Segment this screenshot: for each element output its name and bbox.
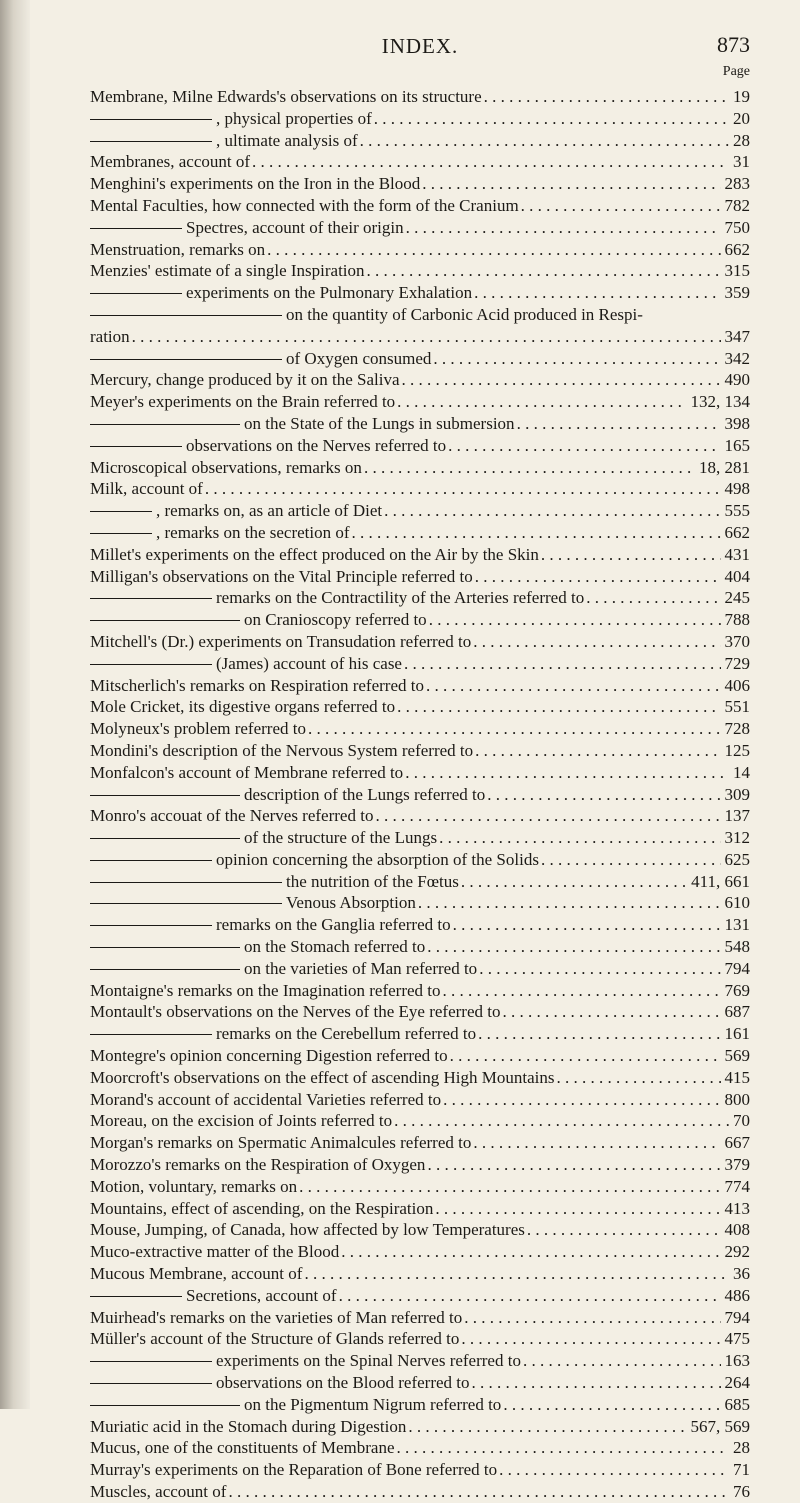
entry-page-number: 729 [724,653,750,673]
leader-dots [362,457,695,479]
entry-text: Menzies' estimate of a single Inspiration [90,261,365,281]
leader-dots [424,675,721,697]
ditto-rule [90,315,282,316]
entry-text: Murray's experiments on the Reparation of Bone referred to [90,1460,498,1480]
index-entry [90,631,750,653]
entry-page-number: 548 [724,937,750,957]
leader-dots [392,1110,729,1132]
entry-page-number: 782 [724,195,750,215]
entry-text: experiments on the Pulmonary Exhalation [186,283,473,303]
index-entry [90,849,750,871]
entry-text: Mitchell's (Dr.) experiments on Transudation referred to [90,631,472,651]
index-entry [90,892,750,914]
entry-text: Mitscherlich's remarks on Respiration referred to [90,675,424,695]
entry-text: Mole Cricket, its digestive organs referred to [90,697,396,717]
entry-page-number: 685 [724,1394,750,1414]
entry-text: Meyer's experiments on the Brain referred to [90,392,396,412]
entry-page-number: 309 [724,784,750,804]
index-entry [90,1459,750,1481]
leader-dots [403,762,729,784]
entry-text: Morozzo's remarks on the Respiration of Oxygen [90,1155,426,1175]
entry-text: Mental Faculties, how connected with the form of the Cranium [90,195,519,215]
entry-text: Milk, account of [90,479,203,499]
index-entry [90,1089,750,1111]
entry-text: Monro's accouat of the Nerves referred to [90,806,374,826]
entry-page-number: 18, 281 [699,457,750,477]
ditto-rule [90,1034,212,1035]
index-entry [90,217,750,239]
leader-dots [515,413,721,435]
ditto-rule [90,446,182,447]
leader-dots [501,1394,720,1416]
leader-dots [446,435,720,457]
index-entry [90,936,750,958]
leader-dots [226,1481,729,1503]
entry-page-number: 31 [733,152,750,172]
ditto-rule [90,903,282,904]
index-entry [90,980,750,1002]
entry-page-number: 292 [724,1242,750,1262]
entry-page-number: 667 [724,1133,750,1153]
index-entry [90,1154,750,1176]
entry-page-number: 370 [724,631,750,651]
index-entry [90,587,750,609]
entry-page-number: 610 [724,893,750,913]
entry-page-number: 379 [724,1155,750,1175]
index-entry [90,1023,750,1045]
entry-page-number: 498 [724,479,750,499]
index-entry [90,784,750,806]
entry-text: Motion, voluntary, remarks on [90,1176,298,1196]
entry-page-number: 404 [724,566,750,586]
entry-page-number: 490 [724,370,750,390]
ditto-rule [90,969,240,970]
entry-text: Morgan's remarks on Spermatic Animalcules referred to [90,1133,472,1153]
ditto-rule [90,141,212,142]
index-entry [90,1110,750,1132]
index-entry [90,805,750,827]
index-entry [90,348,750,370]
entry-text: Montault's observations on the Nerves of the Eye referred to [90,1002,501,1022]
leader-dots [519,195,721,217]
leader-dots [459,1328,720,1350]
leader-dots [402,653,721,675]
ditto-rule [90,424,240,425]
entry-text: Mouse, Jumping, of Canada, how affected by low Temperatures [90,1220,525,1240]
index-entry [90,740,750,762]
index-entry [90,871,750,893]
leader-dots [373,805,720,827]
index-entry [90,1176,750,1198]
ditto-rule [90,664,212,665]
leader-dots [472,282,720,304]
entry-page-number: 406 [724,675,750,695]
index-entry [90,1241,750,1263]
index-entry [90,239,750,261]
ditto-rule [90,838,240,839]
entry-page-number: 408 [724,1220,750,1240]
leader-dots [437,827,720,849]
leader-dots [525,1219,721,1241]
leader-dots [365,260,721,282]
entry-page-number: 71 [733,1460,750,1480]
entry-text: ration [90,326,130,346]
leader-dots [306,718,721,740]
ditto-rule [90,1361,212,1362]
entry-text: , remarks on, as an article of Diet [156,501,383,521]
leader-dots [584,587,720,609]
index-entry [90,413,750,435]
entry-page-number: 76 [733,1482,750,1501]
index-entry [90,151,750,173]
running-head: INDEX. [381,34,459,58]
leader-dots [554,1067,720,1089]
ditto-rule [90,598,212,599]
entry-page-number: 342 [724,348,750,368]
index-entry [90,1437,750,1459]
leader-dots [521,1350,721,1372]
leader-dots [427,609,721,631]
entry-text: Menstruation, remarks on [90,239,266,259]
leader-dots [372,108,729,130]
leader-dots [416,892,721,914]
leader-dots [404,217,721,239]
entry-text: Muirhead's remarks on the varieties of Man referred to [90,1307,463,1327]
entry-page-number: 19 [733,87,750,106]
entry-text: remarks on the Contractility of the Arteries referred to [216,588,585,608]
entry-page-number: 788 [724,610,750,630]
entry-text: Muco-extractive matter of the Blood [90,1242,340,1262]
entry-text: remarks on the Ganglia referred to [216,915,451,935]
entry-text: , ultimate analysis of [216,130,358,150]
ditto-rule [90,293,182,294]
entry-page-number: 750 [724,217,750,237]
leader-dots [473,740,720,762]
leader-dots [482,86,729,108]
entry-page-number: 161 [724,1024,750,1044]
entry-text: Moreau, on the excision of Joints referred to [90,1111,393,1131]
index-entry [90,369,750,391]
index-entry [90,326,750,348]
entry-text: Venous Absorption [286,893,416,913]
index-entry [90,435,750,457]
entry-page-number: 475 [724,1329,750,1349]
leader-dots [500,1001,720,1023]
entry-page-number: 662 [724,239,750,259]
entry-text: Monfalcon's account of Membrane referred to [90,762,404,782]
entry-text: Morand's account of accidental Varieties referred to [90,1089,442,1109]
page-gutter-shadow [0,0,30,1409]
ditto-rule [90,533,152,534]
ditto-rule [90,795,240,796]
entry-text: the nutrition of the Fœtus [286,871,459,891]
entry-page-number: 794 [724,958,750,978]
index-entry [90,478,750,500]
index-entry [90,130,750,152]
index-entry [90,1132,750,1154]
entry-text: on the Stomach referred to [244,937,426,957]
index-entry [90,1307,750,1329]
entry-text: description of the Lungs referred to [244,784,486,804]
page-header [90,0,750,88]
leader-dots [203,478,721,500]
entry-text: Microscopical observations, remarks on [90,457,362,477]
entry-page-number: 14 [733,762,750,782]
leader-dots [395,696,720,718]
entry-page-number: 774 [724,1176,750,1196]
leader-dots [485,784,720,806]
entry-text: Mucous Membrane, account of [90,1264,303,1284]
leader-dots [400,369,721,391]
entry-text: Menghini's experiments on the Iron in the Blood [90,174,421,194]
entry-page-number: 70 [733,1111,750,1131]
leader-dots [459,871,687,893]
entry-text: on Cranioscopy referred to [244,610,427,630]
leader-dots [433,1198,720,1220]
entry-text: Membrane, Milne Edwards's observations on its structure [90,87,482,106]
index-entry [90,1198,750,1220]
entry-text: Muscles, account of [90,1482,227,1501]
leader-dots [350,522,721,544]
leader-dots [471,631,720,653]
entry-page-number: 625 [724,849,750,869]
ditto-rule [90,860,212,861]
ditto-rule [90,925,212,926]
index-page [90,0,750,1501]
index-entry [90,1394,750,1416]
leader-dots [337,1285,721,1307]
index-entry [90,86,750,108]
entry-text: , remarks on the secretion of [156,522,350,542]
entry-text: observations on the Blood referred to [216,1373,470,1393]
entry-text: Milligan's observations on the Vital Principle referred to [90,566,473,586]
leader-dots [250,151,729,173]
leader-dots [441,1089,720,1111]
index-entry [90,1285,750,1307]
ditto-rule [90,119,212,120]
leader-dots [473,566,721,588]
entry-text: on the Pigmentum Nigrum referred to [244,1394,502,1414]
entry-page-number: 687 [724,1002,750,1022]
entry-page-number: 413 [724,1198,750,1218]
leader-dots [395,1437,729,1459]
index-entry [90,827,750,849]
entry-text: , physical properties of [216,108,372,128]
entry-page-number: 728 [724,719,750,739]
ditto-rule [90,511,152,512]
index-entry [90,718,750,740]
index-entry [90,260,750,282]
entry-text: Membranes, account of [90,152,251,172]
entry-text: Secretions, account of [186,1285,337,1305]
entry-text: Mondini's description of the Nervous System referred to [90,740,474,760]
entry-page-number: 359 [724,283,750,303]
leader-dots [339,1241,720,1263]
entry-page-number: 245 [724,588,750,608]
ditto-rule [90,1383,212,1384]
index-entry [90,282,750,304]
ditto-rule [90,359,282,360]
index-entry [90,195,750,217]
leader-dots [265,239,720,261]
entry-page-number: 398 [724,413,750,433]
entry-page-number: 36 [733,1264,750,1284]
leader-dots [539,544,721,566]
index-entry [90,173,750,195]
entry-page-number: 800 [724,1089,750,1109]
index-entry [90,653,750,675]
entry-page-number: 28 [733,1438,750,1458]
entry-page-number: 486 [724,1285,750,1305]
page-number: 873 [717,32,750,57]
leader-dots [297,1176,720,1198]
index-entry [90,522,750,544]
entry-page-number: 165 [724,435,750,455]
entry-page-number: 163 [724,1351,750,1371]
entry-text: Mucus, one of the constituents of Membrane [90,1438,395,1458]
index-entry [90,500,750,522]
leader-dots [425,936,720,958]
ditto-rule [90,228,182,229]
index-entry [90,1045,750,1067]
leader-dots [462,1307,720,1329]
index-entry [90,1350,750,1372]
index-entry [90,675,750,697]
leader-dots [451,914,721,936]
entry-text: Molyneux's problem referred to [90,719,306,739]
ditto-rule [90,1405,240,1406]
index-entry [90,457,750,479]
leader-dots [470,1372,721,1394]
entry-page-number: 264 [724,1373,750,1393]
entry-page-number: 411, 661 [691,871,750,891]
index-entry [90,762,750,784]
index-entry [90,108,750,130]
index-entry [90,958,750,980]
index-entry [90,304,750,326]
leader-dots [477,958,720,980]
entry-text: experiments on the Spinal Nerves referred to [216,1351,521,1371]
entry-text: Montegre's opinion concerning Digestion referred to [90,1046,448,1066]
entry-text: observations on the Nerves referred to [186,435,447,455]
index-entry [90,1481,750,1503]
leader-dots [497,1459,729,1481]
entry-page-number: 283 [724,174,750,194]
leader-dots [130,326,721,348]
leader-dots [406,1416,686,1438]
entry-text: Montaigne's remarks on the Imagination referred to [90,980,441,1000]
entry-text: of Oxygen consumed [286,348,432,368]
leader-dots [431,348,720,370]
index-entry [90,544,750,566]
leader-dots [448,1045,721,1067]
entry-page-number: 555 [724,501,750,521]
entry-page-number: 137 [724,806,750,826]
entry-page-number: 569 [724,1046,750,1066]
ditto-rule [90,882,282,883]
entry-text: Mercury, change produced by it on the Saliva [90,370,400,390]
entry-text: remarks on the Cerebellum referred to [216,1024,477,1044]
entry-text: Müller's account of the Structure of Glands referred to [90,1329,460,1349]
entry-page-number: 415 [724,1067,750,1087]
entry-page-number: 551 [724,697,750,717]
entry-text: Spectres, account of their origin [186,217,404,237]
ditto-rule [90,620,240,621]
entry-text: opinion concerning the absorption of the Solids [216,849,539,869]
entry-page-number: 347 [724,326,750,346]
index-entry [90,609,750,631]
entry-page-number: 315 [724,261,750,281]
entry-page-number: 28 [733,130,750,150]
leader-dots [420,173,720,195]
index-entry [90,1263,750,1285]
leader-dots [471,1132,720,1154]
index-entry [90,1416,750,1438]
entry-text: Millet's experiments on the effect produced on the Air by the Skin [90,544,539,564]
entry-page-number: 662 [724,522,750,542]
index-entry [90,914,750,936]
entry-page-number: 131 [724,915,750,935]
entry-text: (James) account of his case [216,653,402,673]
ditto-rule [90,1296,182,1297]
index-entry [90,1001,750,1023]
leader-dots [476,1023,720,1045]
entry-text: of the structure of the Lungs [244,828,438,848]
page-column-label: Page [722,64,750,79]
ditto-rule [90,947,240,948]
entry-page-number: 431 [724,544,750,564]
entry-text: on the varieties of Man referred to [244,958,478,978]
index-entry [90,1328,750,1350]
entry-page-number: 769 [724,980,750,1000]
entry-text: Mountains, effect of ascending, on the Respiration [90,1198,434,1218]
index-entry [90,696,750,718]
entry-text: Muriatic acid in the Stomach during Digestion [90,1416,407,1436]
index-entry [90,1219,750,1241]
leader-dots [425,1154,720,1176]
index-entry [90,566,750,588]
entry-text: on the State of the Lungs in submersion [244,413,515,433]
leader-dots [382,500,720,522]
index-entry [90,1372,750,1394]
entry-page-number: 132, 134 [690,392,750,412]
entry-page-number: 20 [733,108,750,128]
entry-page-number: 794 [724,1307,750,1327]
entry-page-number: 312 [724,828,750,848]
entry-page-number: 125 [724,740,750,760]
index-entries [90,86,750,1503]
leader-dots [302,1263,729,1285]
entry-text: on the quantity of Carbonic Acid produced in Respi- [286,304,643,324]
leader-dots [395,391,686,413]
leader-dots [539,849,721,871]
leader-dots [358,130,729,152]
index-entry [90,1067,750,1089]
index-entry [90,391,750,413]
entry-page-number: 567, 569 [690,1416,750,1436]
entry-text: Moorcroft's observations on the effect of ascending High Mountains [90,1067,555,1087]
leader-dots [441,980,721,1002]
